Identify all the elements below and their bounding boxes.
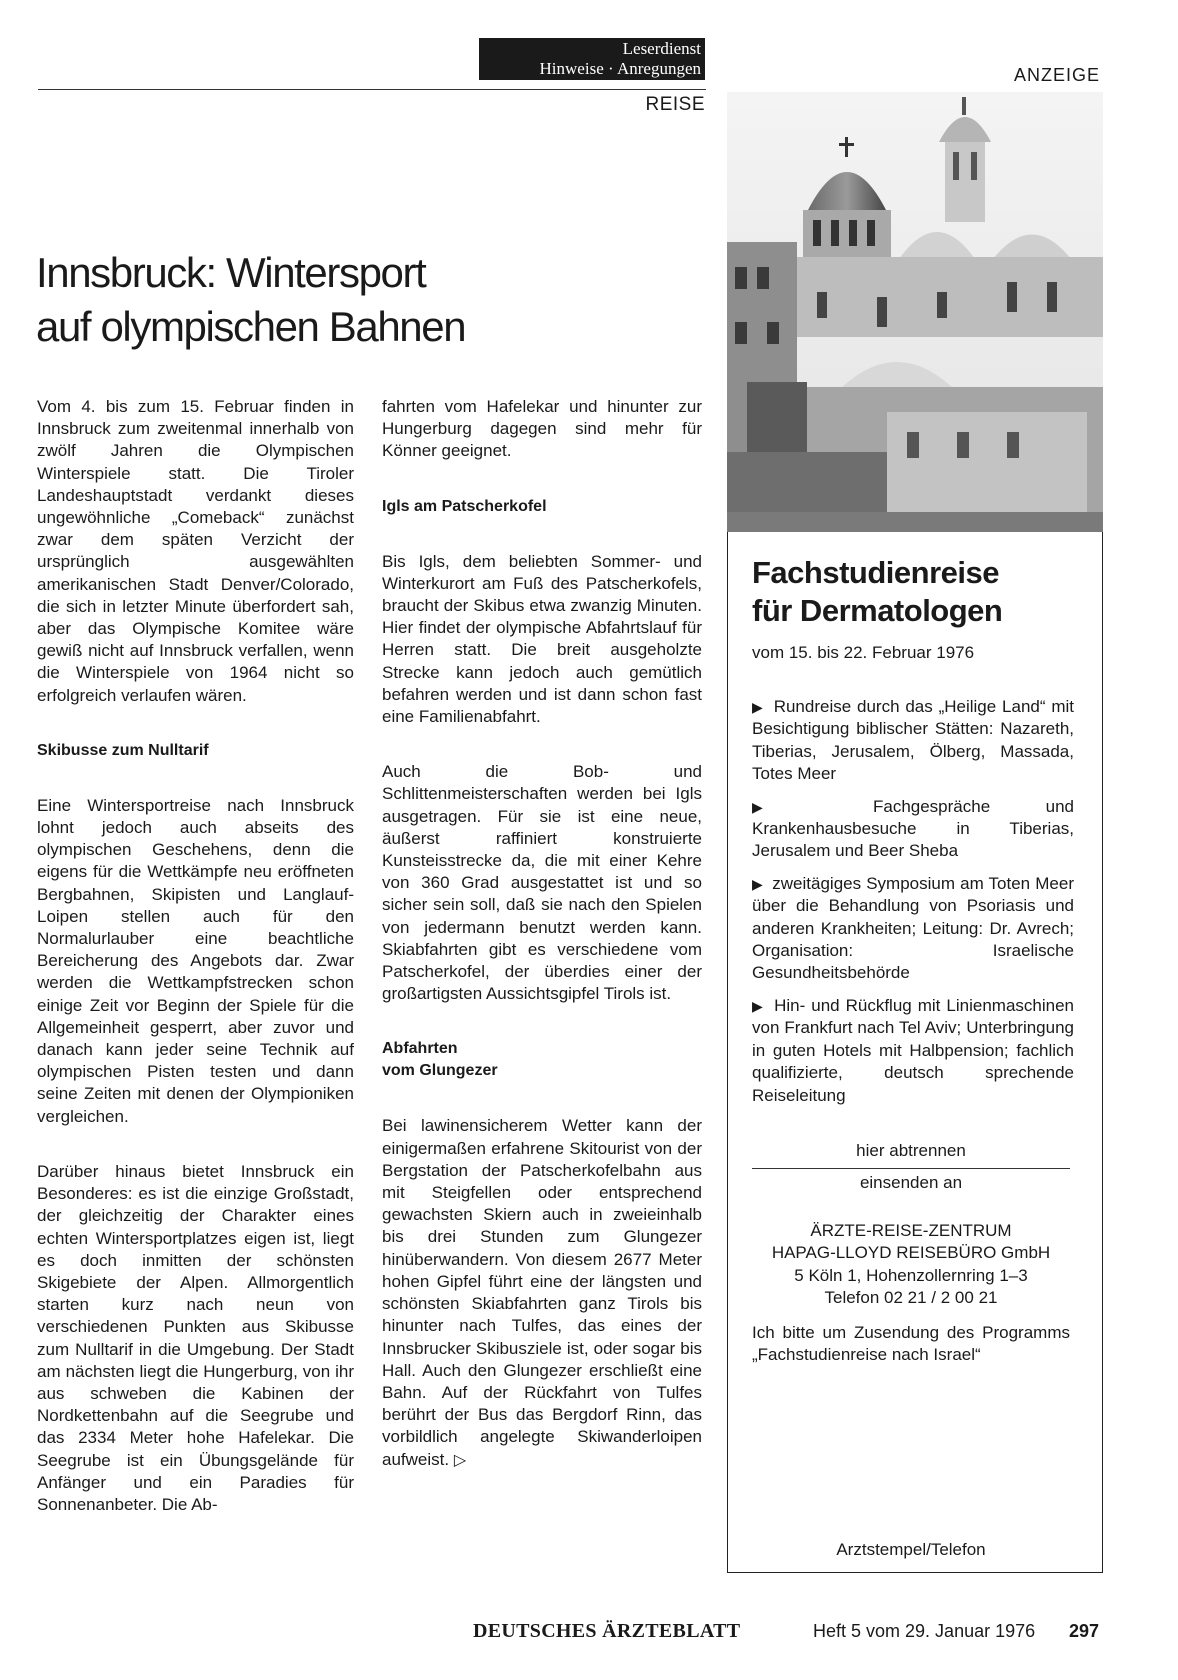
ad-bullet-text: Hin- und Rückflug mit Linienmaschinen von Frankfurt nach Tel Aviv; Unterbringung in guten Hotels mit Halbpension; fachlich qualifizierte, deutsch sprechende Reiseleitung (752, 995, 1074, 1105)
subheading-line2: vom Glungezer (382, 1062, 498, 1080)
ad-bullet-item (752, 796, 1074, 863)
subheading-line1: Abfahrten (382, 1040, 458, 1058)
paragraph-text: Bei lawinensicherem Wetter kann der einigermaßen erfahrene Skitourist von der Bergstation der Patscherkofelbahn aus mit Steigfellen oder entsprechend gewachsten Skiern auch in zweieinhalb bis drei Stunden zum Glungezer hinüberwandern. Von diesem 2677 Meter hohen Gipfel führt eine der längsten und schönsten Skiabfahrten ganz Tirols bis hinunter nach Tulfes, das eines der Innsbrucker Skibusziele ist, oder sogar bis Hall. Auch den Glungezer erschließt eine Bahn. Auf der Rückfahrt von Tulfes berührt der Bus das Bergdorf Rinn, das vorbildlich angelegte Skiwanderloipen aufweist. (382, 1116, 702, 1469)
triangle-bullet-icon: ▶ (752, 699, 764, 715)
request-text: Ich bitte um Zusendung des Programms „Fachstudienreise nach Israel“ (752, 1323, 1070, 1365)
triangle-bullet-icon: ▶ (752, 997, 765, 1014)
paragraph: fahrten vom Hafelekar und hinunter zur Hungerburg dagegen sind mehr für Könner geeignet. (382, 397, 702, 461)
ad-title (752, 554, 1074, 630)
address-line: 5 Köln 1, Hohenzollernring 1–3 (794, 1265, 1028, 1285)
subheading (382, 1038, 702, 1082)
ad-bullet-text: zweitägiges Symposium am Toten Meer über die Behandlung von Psoriasis und anderen Krankheiten; Leitung: Dr. Avrech; Organisation: Israelische Gesundheitsbehörde (752, 873, 1074, 983)
triangle-bullet-icon: ▶ (752, 875, 764, 892)
leserdienst-line2: Hinweise · Anregungen (539, 59, 701, 78)
address-line: Telefon 02 21 / 2 00 21 (824, 1287, 998, 1307)
issue-info: Heft 5 vom 29. Januar 1976 (813, 1621, 1036, 1641)
article-title-line2: auf olympischen Bahnen (36, 303, 466, 350)
ad-date: vom 15. bis 22. Februar 1976 (752, 643, 975, 662)
paragraph (382, 1115, 702, 1471)
paragraph: Darüber hinaus bietet Innsbruck ein Besonderes: es ist die einzige Großstadt, der gleichzeitig der Charakter eines echten Wintersportplatzes eigen ist, liegt es doch inmitten der schönsten Skigebiete der Alpen. Allmorgentlich starten kurz nach neun von verschiedenen Punkten aus Skibusse zum Nulltarif in die Umgebung. Der Stadt am nächsten liegt die Hungerburg, von ihr aus schweben die Kabinen der Nordkettenbahn auf die Seegrube und das 2334 Meter hohe Hafelekar. Die Seegrube ist ein Übungsgelände für Anfänger und ein Paradies für Sonnenanbeter. Die Ab- (37, 1161, 354, 1514)
ad-bullet-item (752, 873, 1074, 985)
article-title-line1: Innsbruck: Wintersport (36, 249, 426, 296)
address-line: HAPAG-LLOYD REISEBÜRO GmbH (771, 1243, 1051, 1263)
ad-bullet-list (752, 696, 1074, 1117)
church-photo (727, 92, 1103, 532)
ad-title-line1: Fachstudienreise (752, 555, 999, 590)
paragraph: Auch die Bob- und Schlittenmeisterschaften werden bei Igls ausgetragen. Für sie ist eine neue, äußerst raffiniert konstruierte Kunsteisstrecke da, die mit einer Kehre von 360 Grad ausgestattet ist und so sicher sein soll, daß sie nach den Spielen von jedermann benutzt werden kann. Skiabfahrten gibt es verschiedene vom Patscherkofel, der überdies einer der großartigsten Aussichtsgipfel Tirols ist. (382, 762, 702, 1004)
leserdienst-line1: Leserdienst (622, 39, 701, 58)
address-line: ÄRZTE-REISE-ZENTRUM (810, 1221, 1012, 1240)
section-label: REISE (645, 94, 705, 115)
continue-arrow-icon: ▷ (453, 1451, 467, 1469)
stamp-label: Arztstempel/Telefon (836, 1540, 986, 1559)
ad-label: ANZEIGE (1013, 65, 1100, 85)
article-column-2 (382, 396, 702, 1505)
page-number: 297 (1069, 1621, 1100, 1641)
cut-line (752, 1168, 1070, 1169)
ad-bullet-text: Fachgespräche und Krankenhausbesuche in Tiberias, Jerusalem und Beer Sheba (752, 796, 1074, 861)
ad-title-line2: für Dermatologen (752, 593, 1003, 628)
triangle-bullet-icon: ▶ (752, 798, 814, 815)
article-title (36, 246, 696, 354)
ad-bullet-text: Rundreise durch das „Heilige Land“ mit Besichtigung biblischer Stätten: Nazareth, Tiberias, Jerusalem, Ölberg, Massada, Totes Meer (752, 697, 1074, 784)
article-column-1 (37, 396, 354, 1549)
address-block (752, 1220, 1070, 1309)
send-to-label: einsenden an (859, 1173, 963, 1192)
section-rule (38, 89, 706, 90)
paragraph: Vom 4. bis zum 15. Februar finden in Innsbruck zum zweitenmal innerhalb von zwölf Jahren die Olympischen Winterspiele statt. Die Tiroler Landeshauptstadt verdankt dieses ungewöhnliche „Comeback“ zunächst zwar dem späten Verzicht der ursprünglich ausgewählten amerikanischen Stadt Denver/Colorado, die sich in letzter Minute überfordert sah, aber das Olympische Komitee wäre gewiß nicht auf Innsbruck verfallen, wenn die Winterspiele von 1964 nicht so erfolgreich verlaufen wären. (37, 397, 354, 705)
leserdienst-box (479, 38, 705, 80)
ad-bullet-item (752, 696, 1074, 786)
magazine-name: DEUTSCHES ÄRZTEBLATT (473, 1620, 741, 1642)
ad-bullet-item (752, 995, 1074, 1107)
subheading: Igls am Patscherkofel (382, 497, 547, 515)
subheading: Skibusse zum Nulltarif (37, 741, 209, 759)
paragraph: Eine Wintersportreise nach Innsbruck lohnt jedoch auch abseits des olympischen Geschehens, denn die eigens für die Wettkämpfe neu eröffneten Bergbahnen, Skipisten und Langlauf-Loipen stellen auch für den Normalurlauber eine beachtliche Bereicherung des Angebots dar. Zwar werden die Wettkampfstrecken schon einige Zeit vor Beginn der Spiele für die Allgemeinheit gesperrt, aber zuvor und danach kann jeder seine Technik auf olympischen Pisten testen und dann seine Zeiten mit denen der Olympioniken vergleichen. (37, 795, 354, 1126)
paragraph: Bis Igls, dem beliebten Sommer- und Winterkurort am Fuß des Patscherkofels, braucht der Skibus etwa zwanzig Minuten. Hier findet der olympische Abfahrtslauf für Herren statt. Die breit ausgeholzte Strecke kann jedoch auch gemütlich befahren werden und ist dann schon fast eine Familienabfahrt. (382, 551, 702, 727)
cut-here-label: hier abtrennen (856, 1141, 966, 1160)
